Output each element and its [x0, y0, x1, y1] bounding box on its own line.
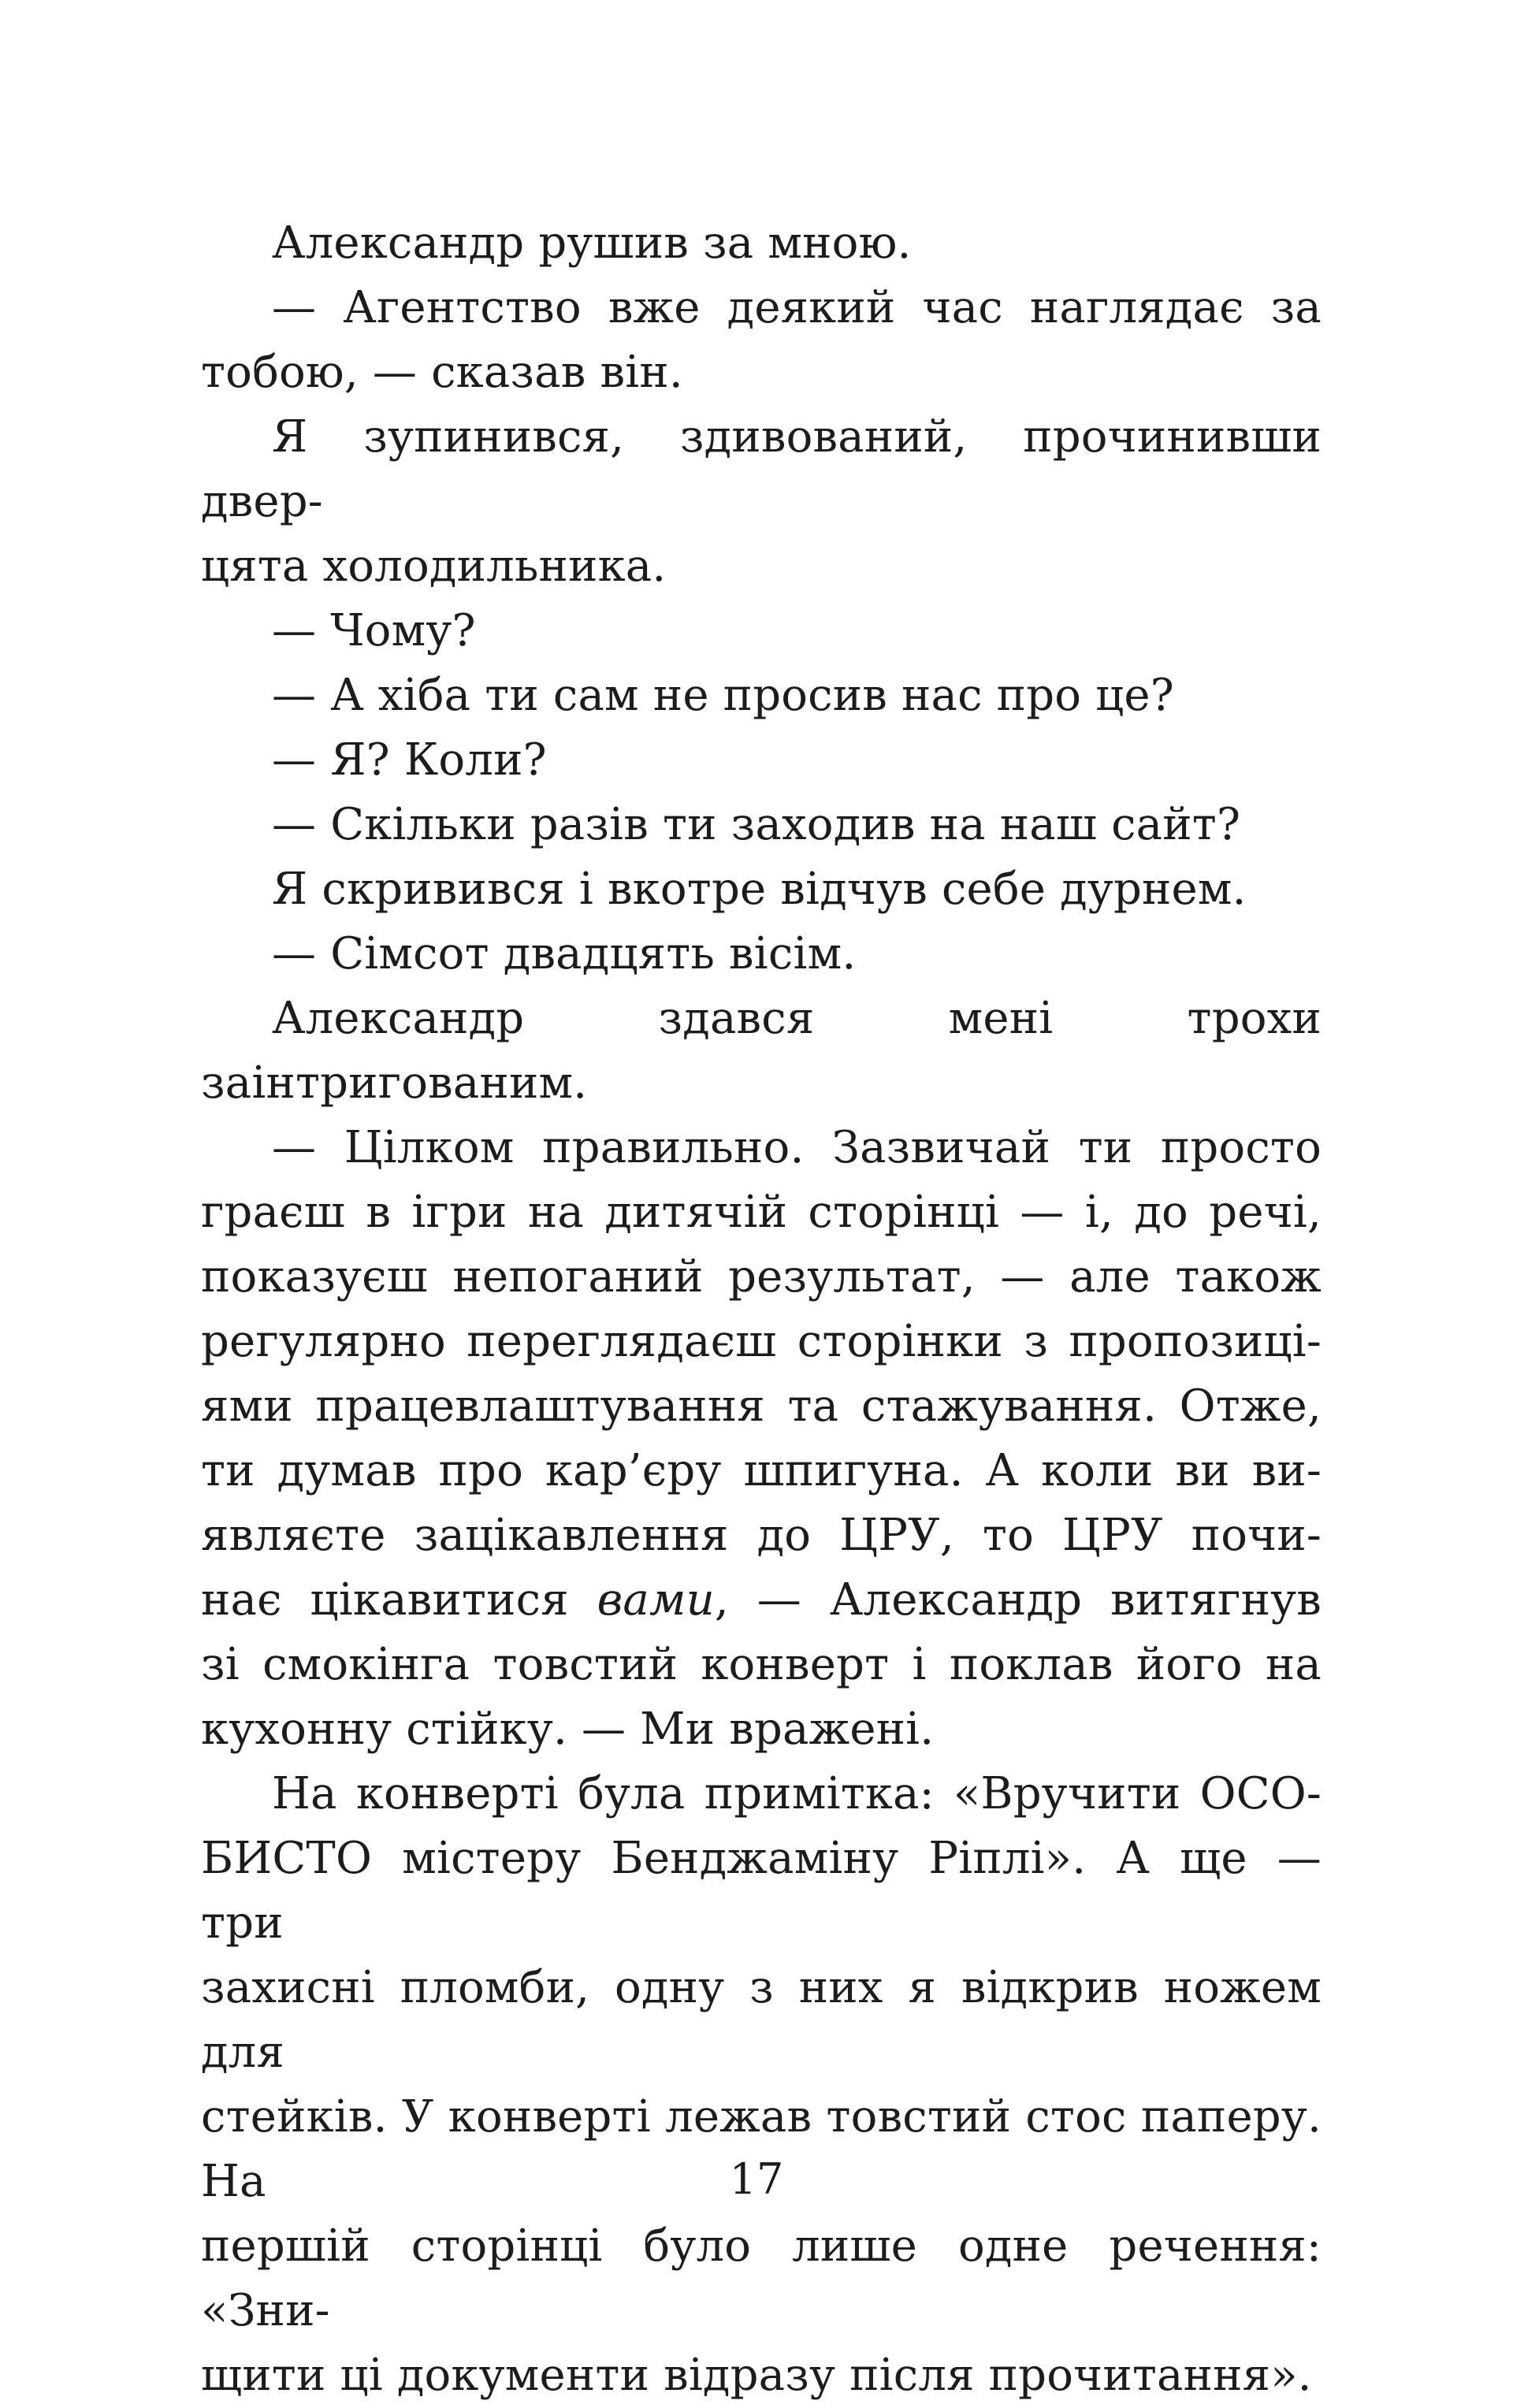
text-line: — А хіба ти сам не просив нас про це? — [272, 670, 1174, 721]
text-line: — Агентство вже деякий час наглядає за — [272, 282, 1322, 333]
text-line: кухонну стійку. — Ми вражені. — [201, 1704, 935, 1755]
text-line: — Цілком правильно. Зазвичай ти просто — [272, 1122, 1322, 1173]
text-line: ями працевлаштування та стажування. Отже, — [201, 1381, 1322, 1432]
text-line: стейків. У конверті лежав товстий стос паперу. На — [201, 2091, 1322, 2207]
text-line: БИСТО містеру Бенджаміну Ріплі». А ще — три — [201, 1833, 1322, 1949]
text-segment: , — Александр витягнув — [714, 1574, 1322, 1626]
text-line: — Скільки разів ти заходив на наш сайт? — [272, 799, 1241, 850]
text-line: являєте зацікавлення до ЦРУ, то ЦРУ почи- — [201, 1510, 1322, 1561]
text-line: граєш в ігри на дитячій сторінці — і, до речі, — [201, 1187, 1322, 1238]
text-segment: нає цікавитися — [201, 1574, 597, 1626]
text-line: захисні пломби, одну з них я відкрив ножем для — [201, 1962, 1322, 2078]
text-block — [201, 211, 1322, 2408]
text-line: Александр здався мені трохи заінтригованим. — [201, 993, 1322, 1109]
text-line: регулярно переглядаєш сторінки з пропозиці- — [201, 1316, 1322, 1367]
text-line — [201, 1568, 1322, 1633]
emphasized-text: вами — [597, 1574, 715, 1626]
text-line: показуєш непоганий результат, — але також — [201, 1251, 1322, 1302]
text-line: щити ці документи відразу після прочитання». — [201, 2350, 1312, 2401]
text-line: Я зупинився, здивований, прочинивши двер- — [201, 411, 1322, 527]
text-line: Я скривився і вкотре відчув себе дурнем. — [272, 864, 1247, 915]
text-line: цята холодильника. — [201, 541, 667, 592]
text-line: — Я? Коли? — [272, 734, 547, 786]
text-line: ти думав про кар’єру шпигуна. А коли ви ви- — [201, 1445, 1322, 1496]
text-line: першій сторінці було лише одне речення: «Зни- — [201, 2220, 1322, 2336]
text-line: зі смокінга товстий конверт і поклав його на — [201, 1639, 1322, 1690]
page-number: 17 — [729, 2154, 784, 2204]
text-line: Александр рушив за мною. — [272, 217, 912, 269]
text-line: — Сімсот двадцять вісім. — [272, 928, 857, 979]
text-line: — Чому? — [272, 605, 476, 656]
text-line: тобою, — сказав він. — [201, 347, 683, 398]
text-line: На конверті була примітка: «Вручити ОСО- — [272, 1768, 1322, 1819]
